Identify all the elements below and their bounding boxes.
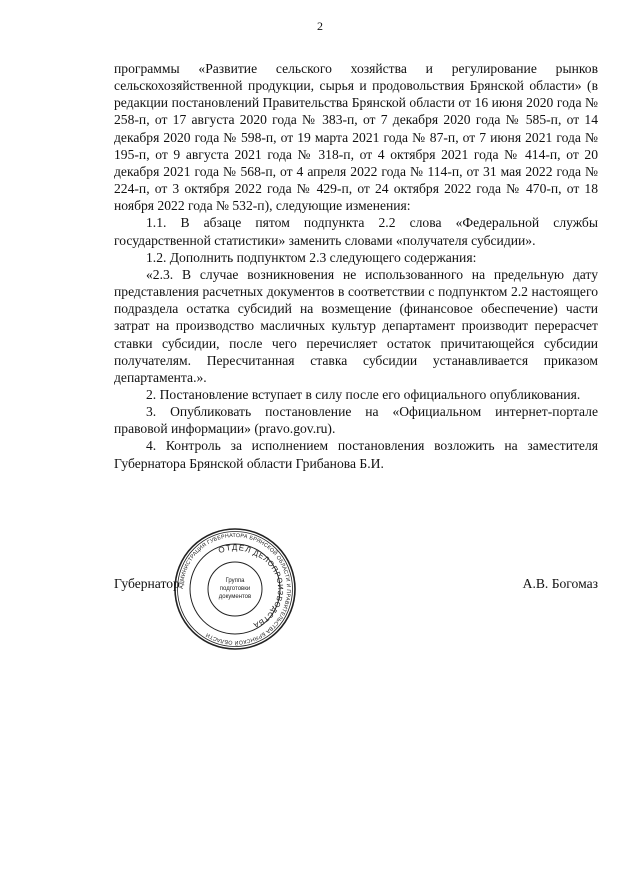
stamp-lower-text: ДЕЛОПРОИЗВОДСТВА: [251, 547, 286, 631]
document-body: [114, 60, 598, 472]
stamp-outer-ring-text: АДМИНИСТРАЦИЯ ГУБЕРНАТОРА БРЯНСКОЙ ОБЛАСТИ И ПРАВИТЕЛЬСТВА БРЯНСКОЙ ОБЛАСТИ: [178, 532, 292, 646]
stamp-seal-graphic: [172, 526, 298, 652]
signatory-title: Губернатор: [114, 576, 180, 591]
stamp-center-line-3: документов: [218, 594, 252, 600]
stamp-center-line-2: подготовки: [219, 586, 251, 592]
paragraph-subitem-2-3: «2.3. В случае возникновения не использованного на предельную дату представления расчетных документов в соответствии с подпунктом 2.2 настоящего подраздела остатка субсидий на возмещение (финансовое обеспечение) части затрат на производство масличных культур департамент производит перерасчет ставки субсидии, после чего перечисляет остаток причитающейся субсидии получателям. Пересчитанная ставка субсидии устанавливается приказом департамента.».: [114, 266, 598, 385]
signatory-name: А.В. Богомаз: [522, 576, 598, 591]
stamp-upper-text: ОТДЕЛ: [217, 542, 253, 556]
paragraph-item-1-1: 1.1. В абзаце пятом подпункта 2.2 слова «Федеральной службы государственной статистики» заменить словами «получателя субсидии».: [114, 215, 598, 248]
office-stamp: [172, 526, 298, 652]
paragraph-item-4: 4. Контроль за исполнением постановления возложить на заместителя Губернатора Брянской области Грибанова Б.И.: [114, 438, 598, 471]
paragraph-item-1-2: 1.2. Дополнить подпунктом 2.3 следующего содержания:: [146, 249, 477, 265]
paragraph-program-amendments: программы «Развитие сельского хозяйства и регулирование рынков сельскохозяйственной продукции, сырья и продовольствия Брянской области» (в редакции постановлений Правительства Брянской области от 16 июня 2020 года № 258-п, от 17 августа 2020 года № 383-п, от 7 декабря 2020 года № 585-п, от 14 декабря 2020 года № 598-п, от 19 марта 2021 года № 87-п, от 7 июня 2021 года № 195-п, от 9 августа 2021 года № 318-п, от 4 октября 2021 года № 414-п, от 20 декабря 2021 года № 568-п, от 4 апреля 2022 года № 114-п, от 31 мая 2022 года № 224-п, от 3 октября 2022 года № 429-п, от 24 октября 2022 года № 470-п, от 18 ноября 2022 года № 532-п), следующие изменения:: [114, 61, 598, 214]
paragraph-item-3: 3. Опубликовать постановление на «Официальном интернет-портале правовой информации» (pravo.gov.ru).: [114, 404, 598, 437]
page-number: 2: [317, 19, 323, 33]
stamp-center-line-1: Группа: [225, 578, 245, 584]
paragraph-item-2: 2. Постановление вступает в силу после его официального опубликования.: [146, 386, 581, 402]
svg-text:ОТДЕЛ: [217, 543, 253, 555]
